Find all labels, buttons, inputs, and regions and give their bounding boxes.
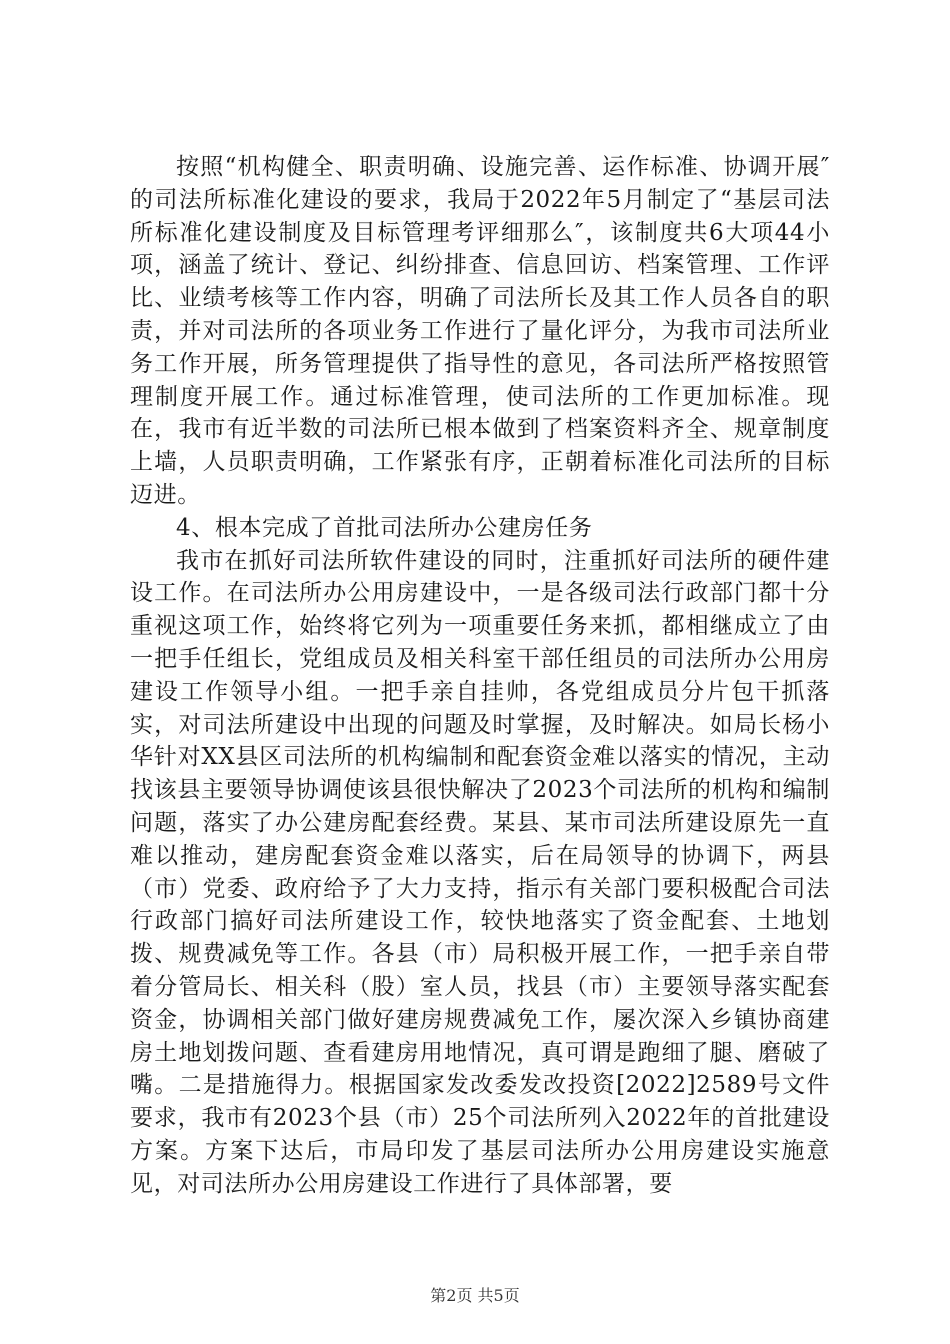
- section-heading-4: 4、根本完成了首批司法所办公建房任务: [176, 514, 593, 541]
- document-body: [130, 151, 830, 1201]
- paragraph-standardization: 按照“机构健全、职责明确、设施完善、运作标准、协调开展″的司法所标准化建设的要求，我局于2022年5月制定了“基层司法所标准化建设制度及目标管理考评细那么″，该制度共6大项44小项，涵盖了统计、登记、纠纷排查、信息回访、档案管理、工作评比、业绩考核等工作内容，明确了司法所长及其工作人员各自的职责，并对司法所的各项业务工作进行了量化评分，为我市司法所业务工作开展，所务管理提供了指导性的意见，各司法所严格按照管理制度开展工作。通过标准管理，使司法所的工作更加标准。现在，我市有近半数的司法所已根本做到了档案资料齐全、规章制度上墙，人员职责明确，工作紧张有序，正朝着标准化司法所的目标迈进。: [130, 154, 830, 508]
- page-number-footer: 第2页 共5页: [430, 1286, 520, 1305]
- paragraph-office-building: 我市在抓好司法所软件建设的同时，注重抓好司法所的硬件建设工作。在司法所办公用房建设中，一是各级司法行政部门都十分重视这项工作，始终将它列为一项重要任务来抓，都相继成立了由一把手任组长，党组成员及相关科室干部任组员的司法所办公用房建设工作领导小组。一把手亲自挂帅，各党组成员分片包干抓落实，对司法所建设中出现的问题及时掌握，及时解决。如局长杨小华针对XX县区司法所的机构编制和配套资金难以落实的情况，主动找该县主要领导协调使该县很快解决了2023个司法所的机构和编制问题，落实了办公建房配套经费。某县、某市司法所建设原先一直难以推动，建房配套资金难以落实，后在局领导的协调下，两县（市）党委、政府给予了大力支持，指示有关部门要积极配合司法行政部门搞好司法所建设工作，较快地落实了资金配套、土地划拨、规费减免等工作。各县（市）局积极开展工作，一把手亲自带着分管局长、相关科（股）室人员，找县（市）主要领导落实配套资金，协调相关部门做好建房规费减免工作，屡次深入乡镇协商建房土地划拨问题、查看建房用地情况，真可谓是跑细了腿、磨破了嘴。二是措施得力。根据国家发改委发改投资[2022]2589号文件要求，我市有2023个县（市）25个司法所列入2022年的首批建设方案。方案下达后，市局印发了基层司法所办公用房建设实施意见，对司法所办公用房建设工作进行了具体部署，要: [130, 547, 830, 1197]
